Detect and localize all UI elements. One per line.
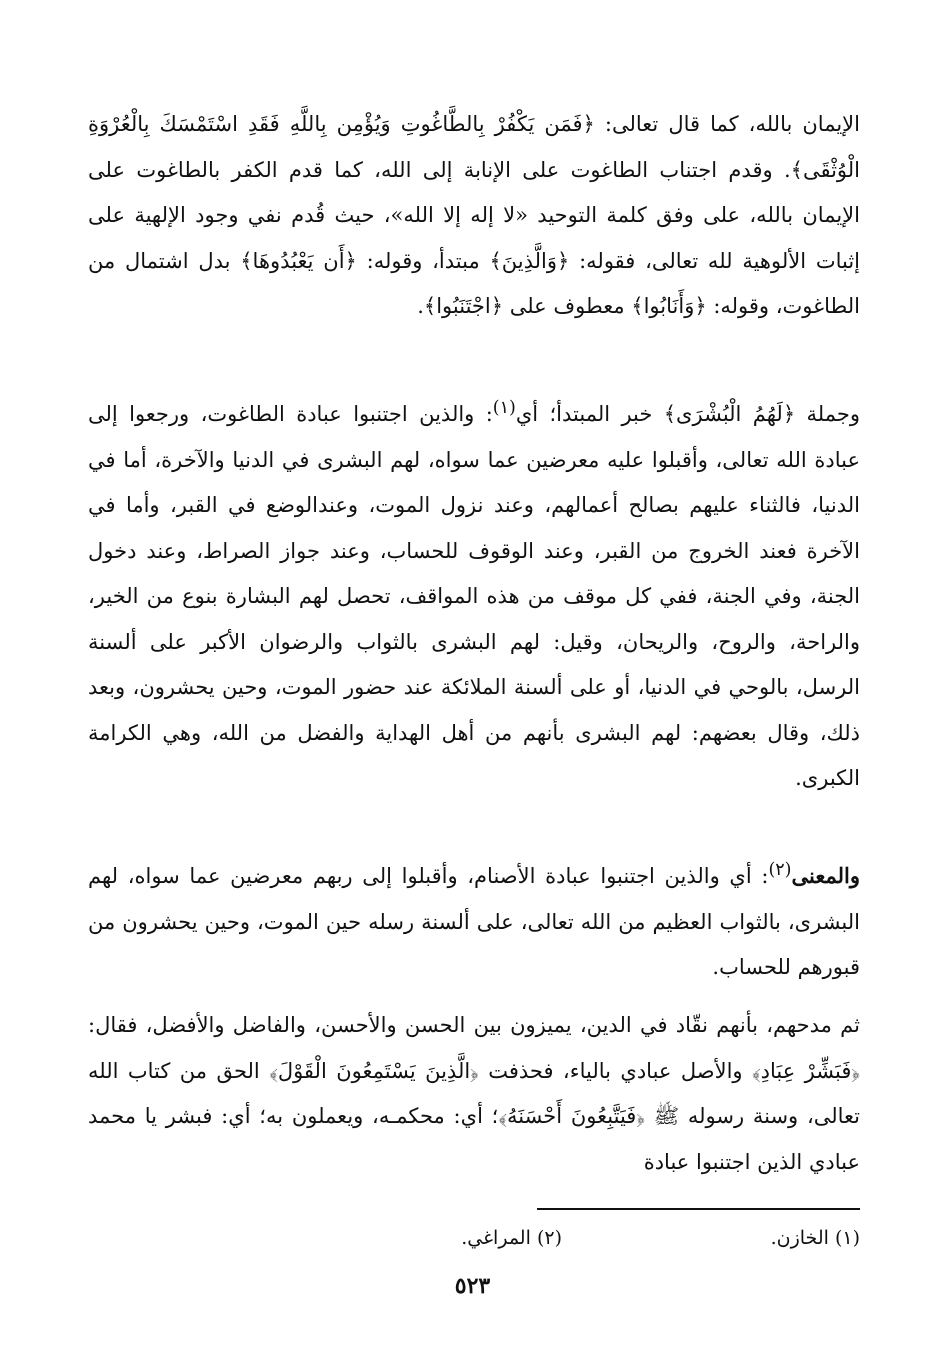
footnote-2 [461,1223,562,1253]
footnote-1 [771,1223,860,1253]
text-run: ثم مدحهم، بأنهم نقّاد في الدين، يميزون بين الحسن والأحسن، والفاضل والأفضل، فقال: [88,1013,860,1037]
text-run: والأصل عبادي بالياء، فحذفت [478,1058,752,1083]
paragraph-2-text [88,386,860,802]
quran-quote: ﴿الَّذِينَ يَسْتَمِعُونَ الْقَوْلَ﴾ [269,1058,479,1083]
footnote-reference: (٢) [768,860,792,880]
quran-quote: ﴿أَن يَعْبُدُوهَا﴾ [240,248,357,273]
paragraph-3-text [88,848,860,991]
text-run: . [417,294,424,318]
text-run: الإيمان بالله، كما قال تعالى: [594,112,860,136]
paragraph-1-text [88,102,860,330]
quran-quote: ﴿اجْتَنَبُوا﴾ [423,294,504,318]
footnote-1-number: (١) [834,1227,860,1249]
paragraph-1 [88,102,860,330]
text-run: بدل اشتمال من الطاغوت، وقوله: [88,248,860,318]
footnote-2-number: (٢) [536,1227,562,1249]
footnote-reference: (١) [492,398,516,418]
paragraph-3 [88,848,860,991]
text-run: الحق من كتاب الله تعالى، وسنة رسوله ﷺ [88,1058,860,1128]
footnote-2-text: المراغي. [461,1227,531,1249]
text-run: وجملة [795,402,860,426]
quran-quote: ﴿وَأَنَابُوا﴾ [631,294,707,318]
quran-quote: ﴿فَيَتَّبِعُونَ أَحْسَنَهُ﴾ [498,1104,645,1128]
quran-quote: ﴿فَبَشِّرْ عِبَادِ﴾ [751,1058,860,1083]
text-run: : والذين اجتنبوا عبادة الطاغوت، ورجعوا إلى عبادة الله تعالى، وأقبلوا عليه معرضين عما سواه، لهم البشرى في الدنيا والآخرة، أما في الدنيا، فالثناء عليهم بصالح أعمالهم، وعند نزول الموت، وعندالوضع في القبر، وأما في الآخرة فعند الخروج من القبر، وعند الوقوف للحساب، وعند جواز الصراط، وعند دخول الجنة، وفي الجنة، ففي كل موقف من هذه المواقف، تحصل لهم البشارة بنوع من الخير، والراحة، والروح، والريحان، وقيل: لهم البشرى بالثواب والرضوان الأكبر على ألسنة الرسل، بالوحي في الدنيا، أو على ألسنة الملائكة عند حضور الموت، وحين يحشرون، وبعد ذلك، وقال بعضهم: لهم البشرى بأنهم من أهل الهداية والفضل من الله، وهي الكرامة الكبرى. [88,402,860,790]
text-run: . وقدم اجتناب الطاغوت على الإنابة إلى الله، كما قدم الكفر بالطاغوت على الإيمان بالله، على وفق كلمة التوحيد «لا إله إلا الله»، حيث قُدم نفي وجود الإلهية على إثبات الألوهية لله تعالى، فقوله: [88,157,860,273]
footnote-1-text: الخازن. [770,1227,829,1249]
text-run: مبتدأ، وقوله: [356,248,490,273]
paragraph-2 [88,386,860,802]
paragraph-4-text [88,1003,860,1185]
text-run: : أي والذين اجتنبوا عبادة الأصنام، وأقبلوا إلى ربهم معرضين عما سواه، لهم البشرى، بالثواب العظيم من الله تعالى، على ألسنة رسله حين الموت، وحين يحشرون من قبورهم للحساب. [88,864,860,979]
quran-quote: ﴿فَمَن يَكْفُرْ بِالطَّاغُوتِ وَيُؤْمِن بِاللَّهِ فَقَدِ اسْتَمْسَكَ بِالْعُرْوَةِ الْوُثْقَى﴾ [88,112,860,182]
paragraph-4 [88,1003,860,1185]
page-number: ٥٢٣ [454,1273,491,1299]
footnote-divider [537,1208,860,1210]
text-run: ؛ أي: محكمـه، ويعملون به؛ أي: فبشر يا محمد عبادي الذين اجتنبوا عبادة [88,1104,860,1174]
quran-quote: ﴿لَهُمُ الْبُشْرَى﴾ [663,402,796,426]
text-run: معطوف على [503,294,632,318]
text-run: خبر المبتدأ؛ أي [515,402,664,426]
quran-quote: ﴿وَالَّذِينَ﴾ [489,248,570,273]
bold-term: والمعنى [791,863,860,888]
